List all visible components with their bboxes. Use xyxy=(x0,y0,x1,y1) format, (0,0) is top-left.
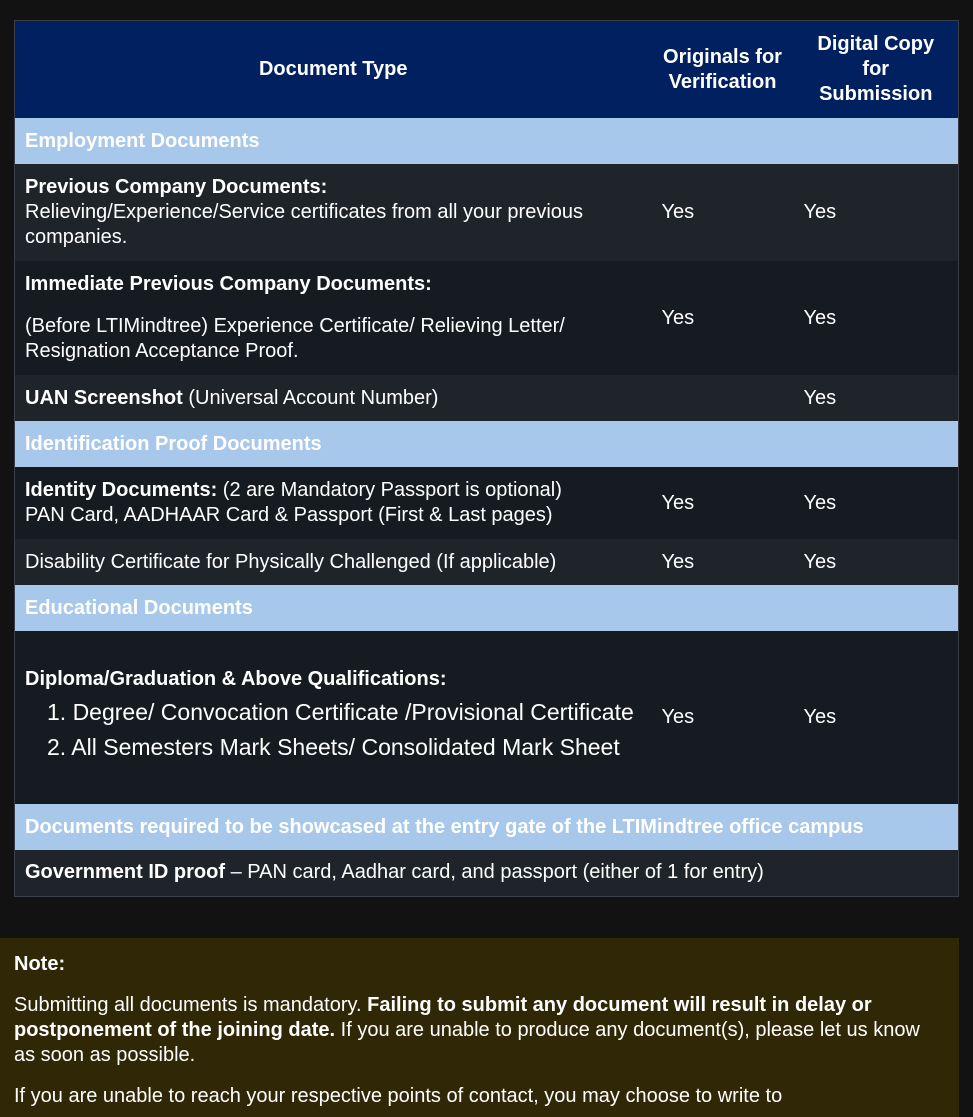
table-row xyxy=(15,375,959,421)
table-row xyxy=(15,261,959,375)
document-cell xyxy=(15,850,959,896)
digital-value: Yes xyxy=(794,375,959,421)
document-cell xyxy=(15,164,652,261)
originals-value: Yes xyxy=(652,631,794,804)
document-desc: (Before LTIMindtree) Experience Certificate/ Relieving Letter/ Resignation Acceptance Proof. xyxy=(25,315,565,362)
qualification-list xyxy=(25,698,642,762)
document-title: Previous Company Documents: xyxy=(25,176,328,198)
section-title: Documents required to be showcased at the entry gate of the LTIMindtree office campus xyxy=(15,804,959,850)
note-text: Submitting all documents is mandatory. xyxy=(14,994,368,1016)
document-desc: (2 are Mandatory Passport is optional) xyxy=(217,479,562,501)
documents-table xyxy=(14,20,959,897)
table-header-row xyxy=(15,21,959,119)
document-title: UAN Screenshot xyxy=(25,386,183,409)
document-desc: – PAN card, Aadhar card, and passport (either of 1 for entry) xyxy=(225,861,764,884)
table-row xyxy=(15,631,959,804)
document-desc: Relieving/Experience/Service certificates from all your previous companies. xyxy=(25,201,584,248)
header-document-type: Document Type xyxy=(15,21,652,119)
digital-value: Yes xyxy=(794,467,959,539)
section-title: Employment Documents xyxy=(15,118,959,164)
table-row xyxy=(15,539,959,585)
originals-value: Yes xyxy=(652,164,794,261)
note-warning: Failing to submit any document will result in delay or postponement of the joining date. xyxy=(14,994,872,1041)
digital-value: Yes xyxy=(794,631,959,804)
section-entry-gate xyxy=(15,804,959,850)
note-box xyxy=(0,938,959,1117)
section-employment xyxy=(15,118,959,164)
list-item: 1. Degree/ Convocation Certificate /Provisional Certificate xyxy=(47,699,634,725)
list-item: 2. All Semesters Mark Sheets/ Consolidated Mark Sheet xyxy=(47,734,620,760)
document-title: Diploma/Graduation & Above Qualifications: xyxy=(25,668,447,690)
section-title: Educational Documents xyxy=(15,585,959,631)
document-title: Immediate Previous Company Documents: xyxy=(25,273,432,295)
table-row xyxy=(15,164,959,261)
header-originals: Originals for Verification xyxy=(652,21,794,119)
digital-value: Yes xyxy=(794,164,959,261)
document-cell xyxy=(15,375,652,421)
originals-value xyxy=(652,375,794,421)
document-desc: PAN Card, AADHAAR Card & Passport (First & Last pages) xyxy=(25,504,553,526)
document-cell xyxy=(15,261,652,375)
document-cell xyxy=(15,467,652,539)
section-title: Identification Proof Documents xyxy=(15,421,959,467)
table-row xyxy=(15,467,959,539)
section-identification xyxy=(15,421,959,467)
originals-value: Yes xyxy=(652,539,794,585)
document-desc: (Universal Account Number) xyxy=(182,386,439,409)
digital-value: Yes xyxy=(794,539,959,585)
table-row xyxy=(15,850,959,896)
document-title: Identity Documents: xyxy=(25,479,218,501)
note-paragraph xyxy=(14,993,945,1068)
header-digital-copy: Digital Copy for Submission xyxy=(794,21,959,119)
note-text: If you are unable to produce any document(s), please let us know as soon as possible. xyxy=(14,1019,920,1066)
digital-value: Yes xyxy=(794,261,959,375)
document-cell: Disability Certificate for Physically Challenged (If applicable) xyxy=(15,539,652,585)
originals-value: Yes xyxy=(652,261,794,375)
note-paragraph: If you are unable to reach your respective points of contact, you may choose to write to xyxy=(14,1085,783,1107)
document-cell xyxy=(15,631,652,804)
section-educational xyxy=(15,585,959,631)
document-title: Government ID proof xyxy=(25,861,226,884)
originals-value: Yes xyxy=(652,467,794,539)
note-title: Note: xyxy=(14,953,66,975)
